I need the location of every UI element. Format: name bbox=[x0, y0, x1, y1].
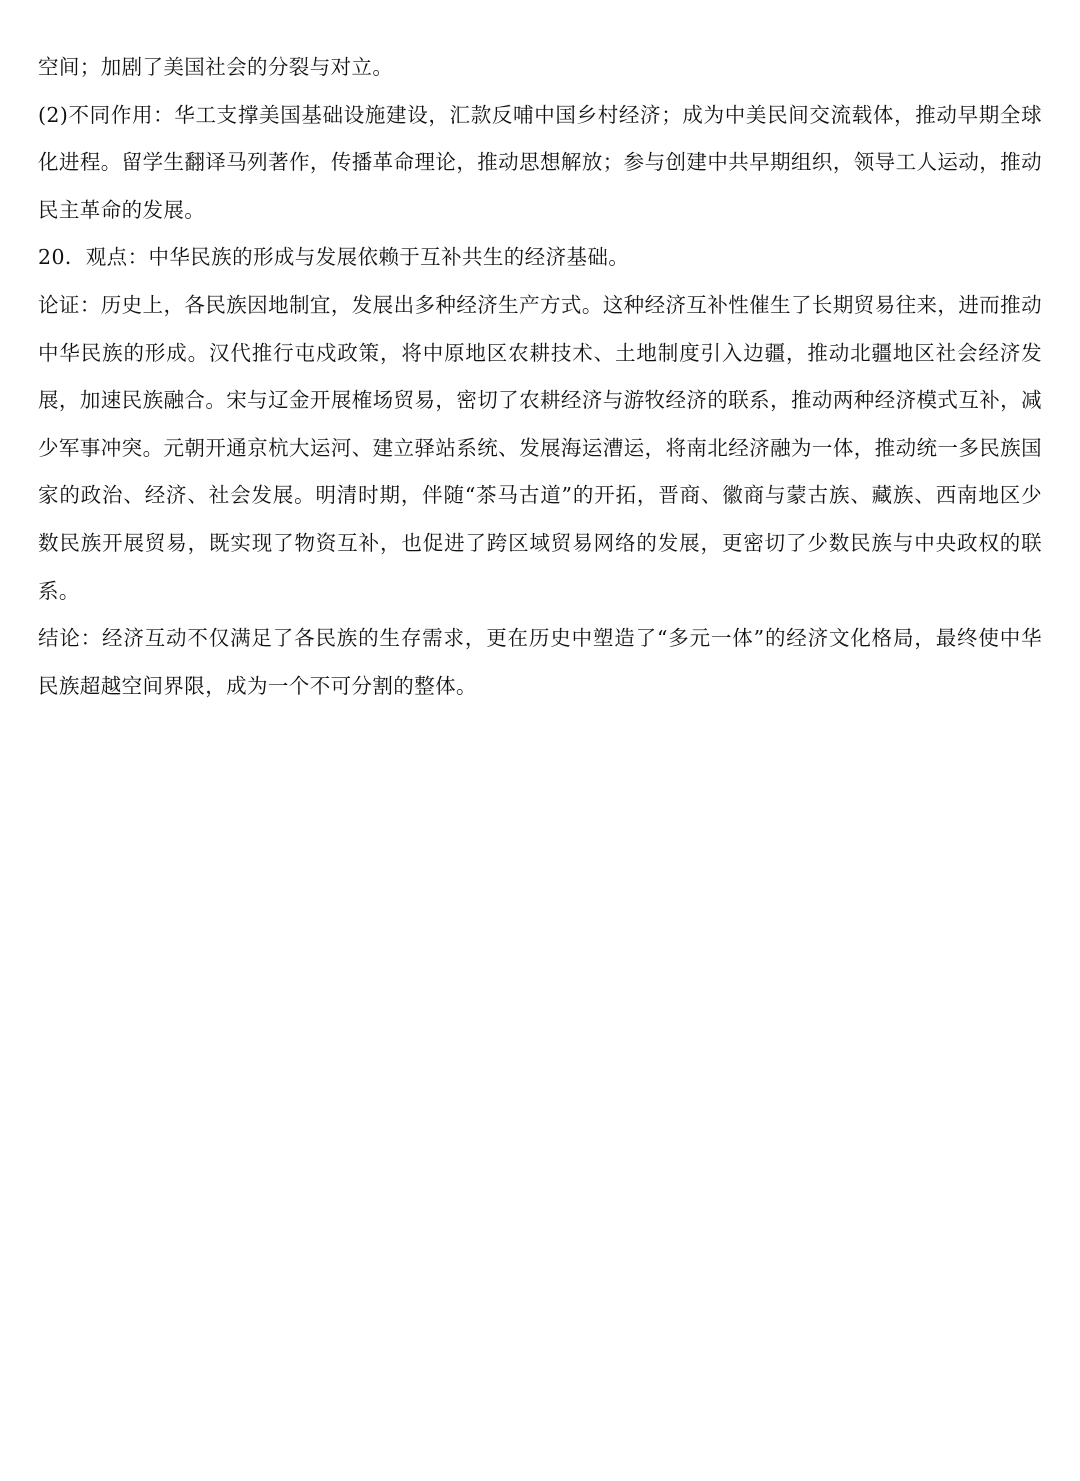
answer-paragraph-different-roles: (2)不同作用：华工支撑美国基础设施建设，汇款反哺中国乡村经济；成为中美民间交流载体，推动早期全球化进程。留学生翻译马列著作，传播革命理论，推动思想解放；参与创建中共早期组织，领导工人运动，推动民主革命的发展。 bbox=[38, 102, 1042, 222]
document-page bbox=[38, 44, 1042, 710]
answer-paragraph-argument: 论证：历史上，各民族因地制宜，发展出多种经济生产方式。这种经济互补性催生了长期贸易往来，进而推动中华民族的形成。汉代推行屯戍政策，将中原地区农耕技术、土地制度引入边疆，推动北疆地区社会经济发展，加速民族融合。宋与辽金开展榷场贸易，密切了农耕经济与游牧经济的联系，推动两种经济模式互补，减少军事冲突。元朝开通京杭大运河、建立驿站系统、发展海运漕运，将南北经济融为一体，推动统一多民族国家的政治、经济、社会发展。明清时期，伴随“茶马古道”的开拓，晋商、徽商与蒙古族、藏族、西南地区少数民族开展贸易，既实现了物资互补，也促进了跨区域贸易网络的发展，更密切了少数民族与中央政权的联系。 bbox=[38, 292, 1042, 603]
answer-paragraph-conclusion: 结论：经济互动不仅满足了各民族的生存需求，更在历史中塑造了“多元一体”的经济文化格局，最终使中华民族超越空间界限，成为一个不可分割的整体。 bbox=[38, 626, 1042, 698]
answer-paragraph-viewpoint: 20．观点：中华民族的形成与发展依赖于互补共生的经济基础。 bbox=[38, 245, 630, 270]
answer-paragraph-continuation: 空间；加剧了美国社会的分裂与对立。 bbox=[38, 55, 394, 79]
